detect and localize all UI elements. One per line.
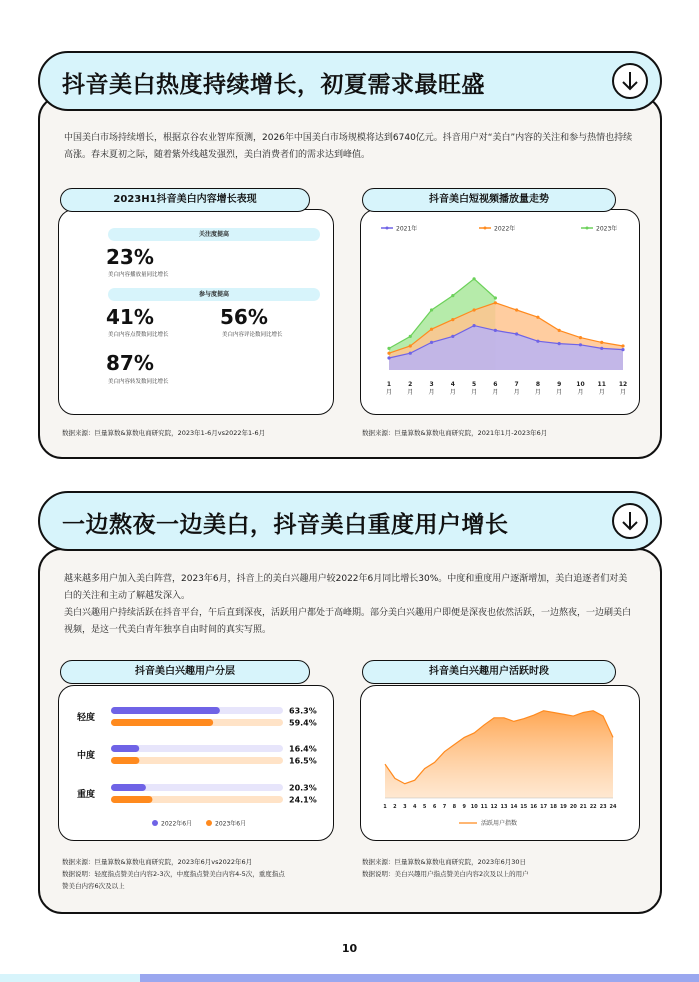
user-tier-chart [59,686,333,840]
legend-2023年 [581,225,617,233]
legend-活跃用户指数 [459,819,517,827]
bar-value-label: 59.4% [289,718,317,728]
bar-value-label: 63.3% [289,706,317,716]
x-tick-unit: 月 [428,389,435,396]
point-2023年-5月 [472,277,475,280]
x-tick-unit: 月 [492,389,499,396]
point-2021年-1月 [387,356,390,359]
x-tick-8月: 8 [535,381,541,388]
x-tick-4: 4 [412,804,417,810]
tier-label-重度: 重度 [76,790,95,800]
section1-intro: 中国美白市场持续增长，根据京谷农业智库预测，2026年中国美白市场规模将达到6740亿元。抖音用户对“美白”内容的关注和参与热情也持续高涨。春末夏初之际，随着紫外线越发强烈，美白消费者们的需求达到峰值。 [64,133,633,160]
active-area [385,711,613,798]
section2-left-source3: 赞美白内容6次及以上 [62,882,125,890]
x-tick-19: 19 [559,804,567,810]
point-2022年-12月 [621,344,624,347]
arrow-down-icon [614,505,646,537]
point-2021年-5月 [472,324,475,327]
section1-right-source: 数据来源：巨量算数&算数电商研究院，2021年1月-2023年6月 [362,429,548,437]
point-2021年-3月 [430,341,433,344]
x-tick-unit: 月 [598,389,605,396]
page-number: 10 [341,942,358,955]
x-tick-11: 11 [480,804,488,810]
x-tick-unit: 月 [577,389,584,396]
legend-label: 2022年6月 [161,820,193,828]
stat-like-growth: 41% [106,305,154,329]
user-tier-label: 抖音美白兴趣用户分层 [60,660,310,684]
active-time-chart [361,686,639,840]
bar-value-label: 20.3% [289,783,317,793]
active-time-label: 抖音美白兴趣用户活跃时段 [362,660,616,684]
point-2022年-8月 [536,316,539,319]
point-2023年-3月 [430,308,433,311]
legend-label: 2023年6月 [215,820,247,828]
x-tick-5月: 5 [471,381,477,388]
x-tick-11月: 11 [597,381,606,388]
section2-intro2: 美白兴趣用户持续活跃在抖音平台，午后直到深夜，活跃用户都处于高峰期。部分美白兴趣用户即便是深夜也依然活跃，一边熬夜，一边刷美白视频，是这一代美白青年独享自由时间的真实写照。 [64,608,632,635]
section2-right-source1: 数据来源：巨量算数&算数电商研究院，2023年6月30日 [362,858,527,866]
point-2022年-5月 [472,308,475,311]
point-2022年-6月 [494,301,497,304]
x-tick-12月: 12 [618,381,628,388]
point-2021年-10月 [579,343,582,346]
stat-like-caption: 美白内容点赞数同比增长 [108,332,169,338]
x-tick-14: 14 [510,804,518,810]
point-2021年-12月 [621,348,624,351]
tier-label-轻度: 轻度 [76,713,95,723]
content-growth-label: 2023H1抖音美白内容增长表现 [60,188,310,212]
bar-2022年6月-重度 [111,784,146,791]
legend-label: 2023年 [596,225,618,233]
stat-share-caption: 美白内容转发数同比增长 [108,379,169,385]
legend-label: 活跃用户指数 [481,820,518,827]
section2-left-source1: 数据来源：巨量算数&算数电商研究院，2023年6月vs2022年6月 [62,858,253,866]
expand-arrow-button[interactable] [612,63,648,99]
section2-title-pill [38,491,662,551]
x-tick-12: 12 [490,804,498,810]
play-trend-panel [360,209,640,415]
point-2023年-6月 [494,296,497,299]
section2-card [38,548,662,914]
expand-arrow-button[interactable] [612,503,648,539]
x-tick-unit: 月 [619,389,627,396]
x-tick-2: 2 [393,804,397,810]
point-2023年-2月 [409,335,412,338]
x-tick-17: 17 [540,804,548,810]
point-2023年-4月 [451,294,454,297]
x-tick-23: 23 [599,804,607,810]
section1-title: 抖音美白热度持续增长，初夏需求最旺盛 [62,72,485,98]
bar-value-label: 16.4% [289,744,317,754]
legend-2023年6月 [206,820,246,828]
point-2022年-1月 [387,352,390,355]
x-tick-6: 6 [432,804,437,810]
x-tick-unit: 月 [556,389,563,396]
section2-intro1: 越来越多用户加入美白阵营，2023年6月，抖音上的美白兴趣用户较2022年6月同比增长30%。中度和重度用户逐渐增加，美白追逐者们对美白的关注和主动了解越发深入。 [64,574,628,601]
point-2022年-2月 [409,344,412,347]
x-tick-1: 1 [383,804,387,810]
x-tick-unit: 月 [471,389,478,396]
x-tick-6月: 6 [493,381,498,388]
x-tick-8: 8 [452,804,457,810]
x-tick-7月: 7 [514,381,519,388]
bar-2023年6月-重度 [111,796,152,803]
section1-title-pill [38,51,662,111]
stat-play-caption: 美白内容播放量同比增长 [108,272,169,278]
engagement-tag: 参与度提高 [108,288,320,301]
x-tick-20: 20 [569,804,577,810]
point-2022年-10月 [579,336,582,339]
x-tick-2月: 2 [408,381,413,388]
x-tick-13: 13 [500,804,508,810]
x-tick-10: 10 [470,804,478,810]
point-2021年-2月 [409,352,412,355]
bar-value-label: 16.5% [289,756,317,766]
stat-play-growth: 23% [106,245,154,269]
legend-label: 2022年 [494,225,516,233]
point-2022年-9月 [558,329,561,332]
bar-2023年6月-轻度 [111,719,213,726]
play-trend-label: 抖音美白短视频播放量走势 [362,188,616,212]
user-tier-panel [58,685,334,841]
bar-2022年6月-中度 [111,745,139,752]
footer-bar-left [0,974,140,982]
legend-2021年 [381,225,417,233]
point-2022年-3月 [430,328,433,331]
x-tick-9: 9 [462,804,467,810]
x-tick-22: 22 [589,804,597,810]
bar-2022年6月-轻度 [111,707,220,714]
active-time-panel [360,685,640,841]
tier-label-中度: 中度 [76,751,95,761]
point-2021年-8月 [536,340,539,343]
x-tick-10月: 10 [576,381,585,388]
x-tick-unit: 月 [449,389,456,396]
point-2022年-11月 [600,341,603,344]
legend-2022年6月 [152,820,192,828]
bar-value-label: 24.1% [289,795,317,805]
x-tick-unit: 月 [534,389,541,396]
x-tick-3: 3 [403,804,407,810]
point-2021年-6月 [494,329,497,332]
x-tick-4月: 4 [450,381,455,388]
point-2021年-11月 [600,347,603,350]
section1-card [38,95,662,459]
x-tick-unit: 月 [407,389,414,396]
x-tick-7: 7 [442,804,447,810]
x-tick-18: 18 [550,804,558,810]
x-tick-9月: 9 [557,381,562,388]
x-tick-unit: 月 [513,389,520,396]
point-2021年-9月 [558,342,561,345]
point-2022年-7月 [515,308,518,311]
x-tick-21: 21 [579,804,587,810]
point-2023年-1月 [387,347,390,350]
x-tick-24: 24 [609,804,617,810]
section2-right-source2: 数据说明：美白兴趣用户指点赞美白内容2次及以上的用户 [362,870,529,878]
legend-2022年 [479,225,515,233]
x-tick-unit: 月 [385,389,393,396]
point-2022年-4月 [451,318,454,321]
x-tick-16: 16 [530,804,538,810]
x-tick-15: 15 [520,804,528,810]
attention-tag: 关注度提高 [108,228,320,241]
x-tick-5: 5 [422,804,427,810]
section2-left-source2: 数据说明：轻度指点赞美白内容2-3次，中度指点赞美白内容4-5次，重度指点 [62,870,285,878]
play-trend-chart [361,210,639,414]
section1-left-source: 数据来源：巨量算数&算数电商研究院，2023年1-6月vs2022年1-6月 [62,429,266,437]
x-tick-3月: 3 [429,381,434,388]
point-2021年-4月 [451,335,454,338]
stat-share-growth: 87% [106,351,154,375]
footer-bar-right [140,974,699,982]
point-2021年-7月 [515,332,518,335]
section2-title: 一边熬夜一边美白，抖音美白重度用户增长 [62,512,509,538]
bar-2023年6月-中度 [111,757,139,764]
legend-label: 2021年 [396,225,418,233]
x-tick-1月: 1 [386,381,392,388]
stat-comment-caption: 美白内容评论数同比增长 [222,332,283,338]
arrow-down-icon [614,65,646,97]
stat-comment-growth: 56% [220,305,268,329]
